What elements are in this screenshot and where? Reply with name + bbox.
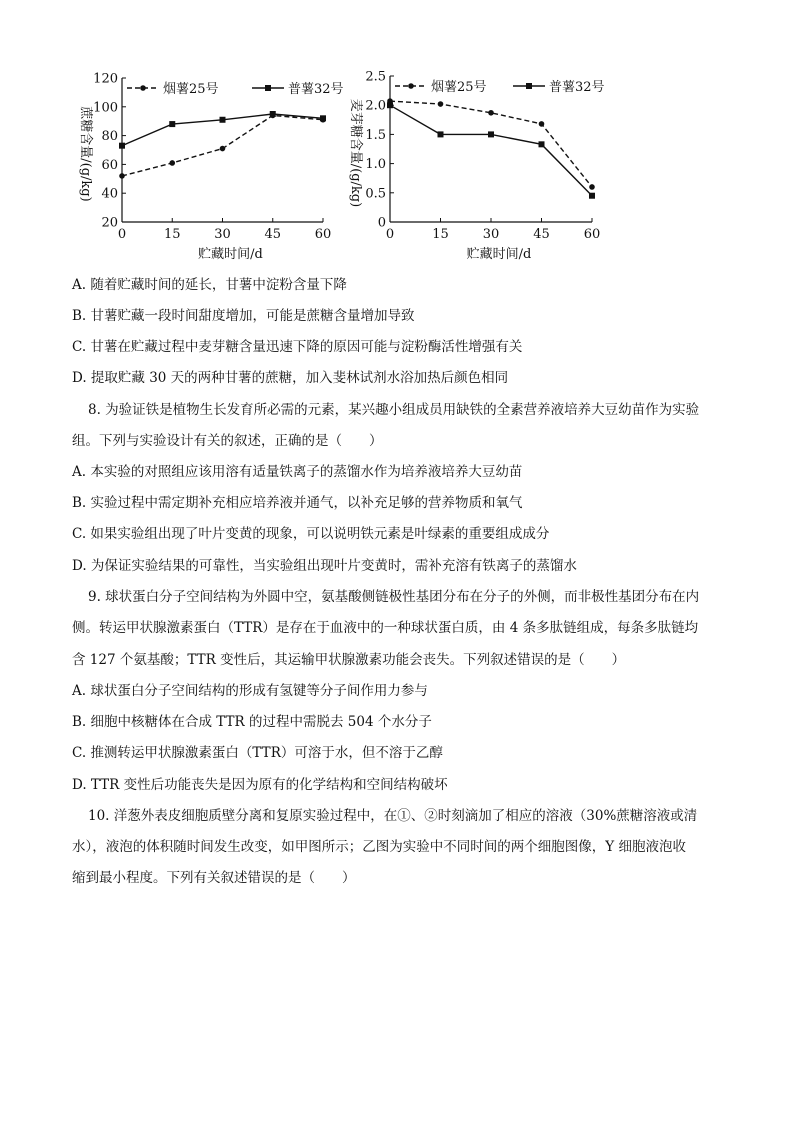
- chart2-x-tick-label: 30: [482, 227, 500, 242]
- chart1-x-tick-label: 0: [117, 227, 127, 242]
- chart1-point: [169, 121, 175, 127]
- option-8c: C. 如果实验组出现了叶片变黄的现象，可以说明铁元素是叶绿素的重要组成成分: [72, 526, 550, 542]
- chart2-legend-marker: [408, 83, 414, 89]
- option-7a: A. 随着贮藏时间的延长，甘薯中淀粉含量下降: [72, 277, 347, 293]
- chart2-x-tick-label: 45: [533, 227, 550, 242]
- chart1-y-tick-label: 40: [101, 186, 118, 202]
- chart1-y-tick-label: 120: [93, 71, 118, 87]
- option-8b: B. 实验过程中需定期补充相应培养液并通气，以补充足够的营养物质和氧气: [72, 495, 523, 511]
- chart2-y-tick-label: 0: [377, 215, 386, 231]
- chart2-point: [539, 141, 545, 147]
- chart1-x-tick-label: 15: [163, 227, 181, 242]
- chart2-x-tick-label: 60: [583, 227, 601, 242]
- chart1-x-tick-label: 45: [264, 227, 282, 242]
- chart2-x-axis-label: 贮藏时间/d: [466, 247, 532, 262]
- option-9b: B. 细胞中核糖体在合成 TTR 的过程中需脱去 504 个水分子: [72, 714, 432, 730]
- chart2-y-tick-label: 1.5: [365, 127, 386, 143]
- chart1-point: [270, 111, 276, 117]
- chart1-legend-label: 普薯32号: [288, 82, 344, 97]
- chart1-point: [119, 173, 125, 179]
- chart1-point: [320, 115, 326, 121]
- question-8-stem-line1: 8. 为验证铁是植物生长发育所必需的元素，某兴趣小组成员用缺铁的全素营养液培养大豆幼苗作为实验: [88, 402, 700, 418]
- question-10-stem-line1: 10. 洋葱外表皮细胞质壁分离和复原实验过程中，在①、②时刻滴加了相应的溶液（30%蔗糖溶液或清: [88, 808, 698, 824]
- chart1-legend-marker: [265, 85, 271, 91]
- chart1-point: [220, 117, 226, 123]
- chart2-y-tick-label: 0.5: [365, 186, 386, 202]
- option-7d: D. 提取贮藏 30 天的两种甘薯的蔗糖，加入斐林试剂水浴加热后颜色相同: [72, 370, 509, 386]
- chart1-point: [220, 146, 226, 152]
- chart2-x-tick-label: 15: [432, 227, 449, 242]
- chart2-y-axis-label: 麦芽糖含量/(g/kg): [348, 98, 363, 208]
- chart2-y-tick-label: 2.0: [365, 98, 386, 114]
- chart1-series-line: [122, 115, 323, 175]
- chart2-point: [438, 101, 444, 107]
- chart2-point: [589, 193, 595, 199]
- chart1-x-tick-label: 30: [214, 227, 231, 242]
- question-8-stem-line2: 组。下列与实验设计有关的叙述，正确的是（ ）: [72, 433, 383, 449]
- option-8d: D. 为保证实验结果的可靠性，当实验组出现叶片变黄时，需补充溶有铁离子的蒸馏水: [72, 558, 577, 574]
- chart2-series-line: [390, 105, 592, 196]
- chart1-y-tick-label: 80: [101, 129, 118, 145]
- question-9-stem-line2: 侧。转运甲状腺激素蛋白（TTR）是存在于血液中的一种球状蛋白质，由 4 条多肽链组成，每条多肽链均: [72, 620, 699, 636]
- chart2-point: [589, 184, 595, 190]
- option-8a: A. 本实验的对照组应该用溶有适量铁离子的蒸馏水作为培养液培养大豆幼苗: [72, 464, 523, 480]
- question-9-stem-line3: 含 127 个氨基酸；TTR 变性后，其运输甲状腺激素功能会丧失。下列叙述错误的是（ ）: [72, 652, 626, 668]
- chart2-legend-label: 普薯32号: [549, 80, 605, 95]
- option-7c: C. 甘薯在贮藏过程中麦芽糖含量迅速下降的原因可能与淀粉酶活性增强有关: [72, 339, 523, 355]
- question-10-stem-line2: 水），液泡的体积随时间发生改变，如甲图所示；乙图为实验中不同时间的两个细胞图像，Y 细胞液泡收: [72, 839, 686, 855]
- chart1-point: [119, 143, 125, 149]
- chart1-x-tick-label: 60: [314, 227, 332, 242]
- option-9a: A. 球状蛋白分子空间结构的形成有氢键等分子间作用力参与: [72, 683, 428, 699]
- sugar-content-charts: [60, 62, 620, 262]
- option-7b: B. 甘薯贮藏一段时间甜度增加，可能是蔗糖含量增加导致: [72, 308, 415, 324]
- chart2-point: [387, 102, 393, 108]
- chart1-legend-label: 烟薯25号: [163, 82, 219, 97]
- chart1-point: [169, 160, 175, 166]
- chart1-y-tick-label: 60: [101, 157, 118, 173]
- question-10-stem-line3: 缩到最小程度。下列有关叙述错误的是（ ）: [72, 870, 356, 886]
- chart2-point: [438, 131, 444, 137]
- chart2-y-tick-label: 2.5: [365, 69, 386, 85]
- question-9-stem-line1: 9. 球状蛋白分子空间结构为外圆中空，氨基酸侧链极性基团分布在分子的外侧，而非极性基团分布在内: [88, 589, 700, 605]
- chart2-point: [539, 121, 545, 127]
- chart1-y-axis-label: 蔗糖含量/(g/kg): [78, 106, 93, 202]
- chart1-y-tick-label: 20: [101, 215, 118, 231]
- chart1-legend-marker: [140, 85, 146, 91]
- option-9d: D. TTR 变性后功能丧失是因为原有的化学结构和空间结构破坏: [72, 777, 448, 793]
- chart2-legend-label: 烟薯25号: [431, 80, 487, 95]
- chart1-y-tick-label: 100: [93, 100, 118, 116]
- chart2-x-tick-label: 0: [385, 227, 395, 242]
- chart1-x-axis-label: 贮藏时间/d: [198, 247, 263, 262]
- chart2-point: [488, 110, 494, 116]
- chart2-y-tick-label: 1.0: [365, 157, 386, 173]
- chart2-legend-marker: [526, 83, 532, 89]
- chart2-point: [488, 131, 494, 137]
- option-9c: C. 推测转运甲状腺激素蛋白（TTR）可溶于水，但不溶于乙醇: [72, 745, 443, 761]
